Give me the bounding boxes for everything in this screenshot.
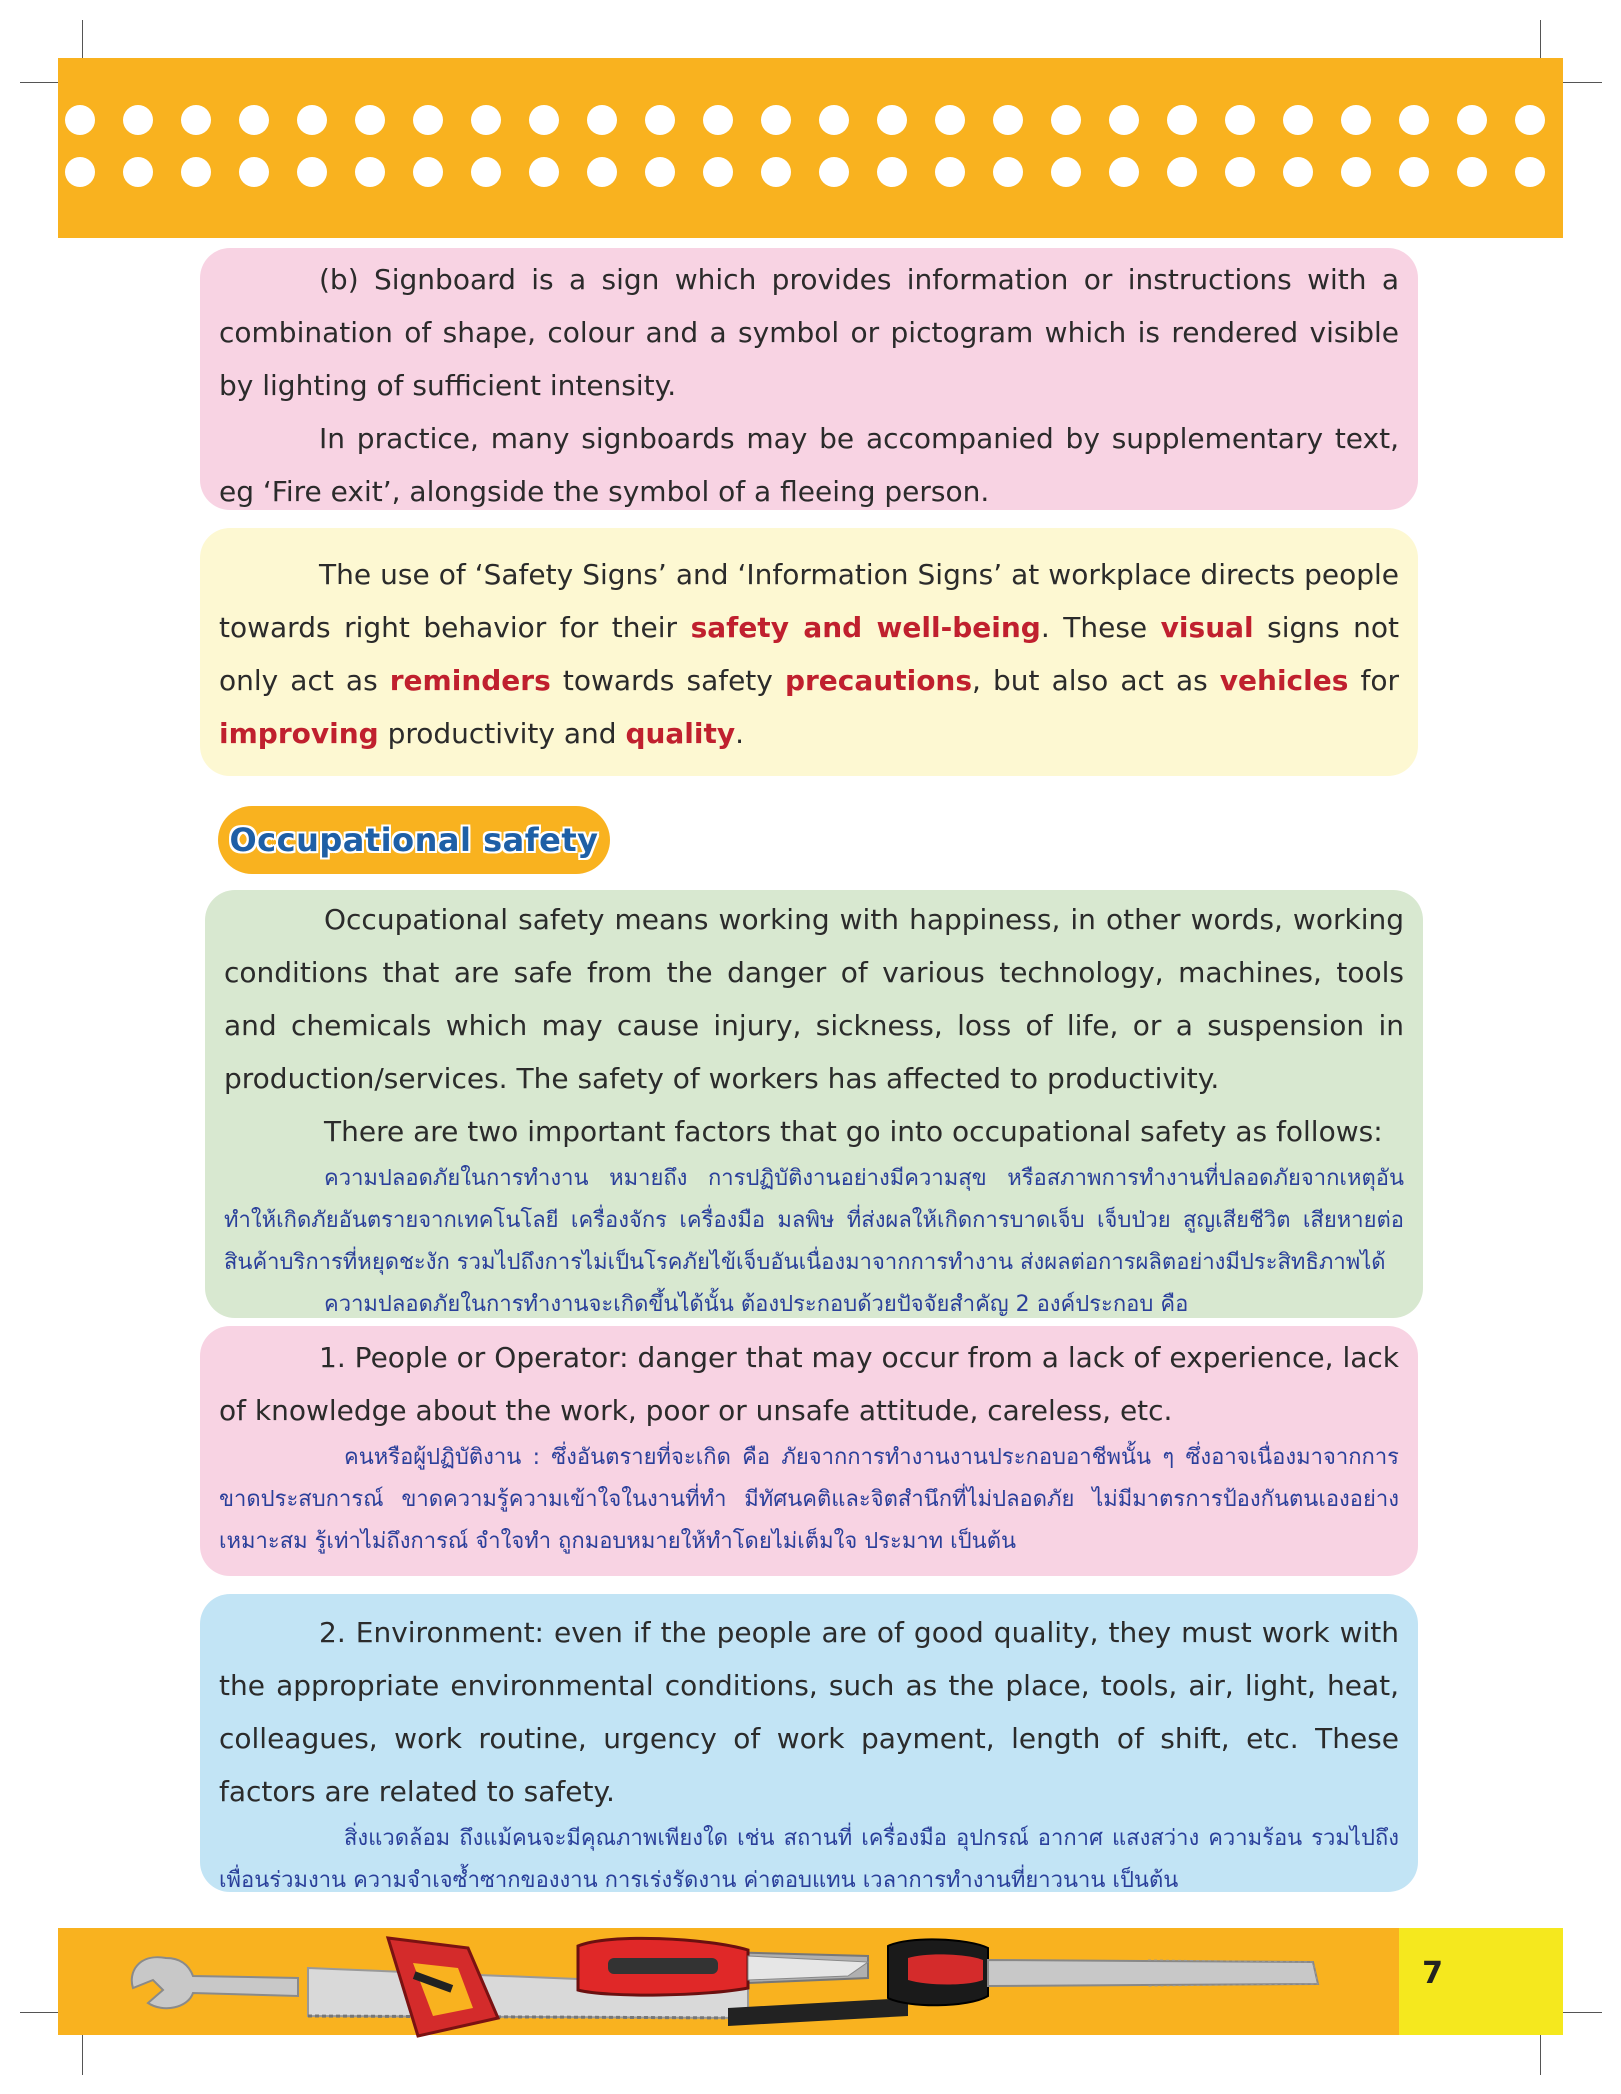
header-dot — [703, 157, 733, 187]
thai-translation: ความปลอดภัยในการทำงาน หมายถึง การปฏิบัติงานอย่างมีความสุข หรือสภาพการทำงานที่ปลอดภัยจากเหตุอันทำให้เกิดภัยอันตรายจากเทคโนโลยี เครื่องจักร เครื่องมือ มลพิษ ที่ส่งผลให้เกิดการบาดเจ็บ เจ็บป่วย สูญเสียชีวิต เสียหายต่อสินค้าบริการที่หยุดชะงัก รวมไปถึงการไม่เป็นโรคภัยไข้เจ็บอันเนื่องมาจากการทำงาน ส่งผลต่อการผลิตอย่างมีประสิทธิภาพได้ — [224, 1166, 1404, 1275]
people-operator-box — [200, 1326, 1418, 1576]
safety-signs-paragraph: The use of ‘Safety Signs’ and ‘Information Signs’ at workplace directs people towards right behavior for their safety and well-being. These visual signs not only act as reminders towards safety precautions, but also act as vehicles for improving productivity and quality. — [219, 558, 1399, 750]
highlight-term: reminders — [389, 664, 551, 697]
header-dot — [1457, 105, 1487, 135]
highlight-term: visual — [1160, 611, 1254, 644]
safety-signs-box — [200, 528, 1418, 776]
tools-illustration — [108, 1918, 1358, 2038]
header-dot — [297, 105, 327, 135]
header-dot — [1399, 157, 1429, 187]
header-dot — [703, 105, 733, 135]
header-dot — [1283, 105, 1313, 135]
header-dot — [181, 105, 211, 135]
highlight-term: quality — [625, 717, 736, 750]
header-dot — [761, 157, 791, 187]
signboard-practice-paragraph: In practice, many signboards may be accompanied by supplementary text, eg ‘Fire exit’, alongside the symbol of a fleeing person. — [219, 422, 1399, 508]
header-dot — [529, 105, 559, 135]
section-title-pill — [218, 806, 610, 874]
header-dot — [587, 105, 617, 135]
header-dot — [1515, 157, 1545, 187]
header-dot — [1341, 105, 1371, 135]
highlight-term: vehicles — [1219, 664, 1349, 697]
header-dot — [1225, 105, 1255, 135]
signboard-paragraph: (b) Signboard is a sign which provides information or instructions with a combination of shape, colour and a symbol or pictogram which is rendered visible by lighting of sufficient intensity. — [219, 263, 1399, 402]
header-dot — [935, 157, 965, 187]
highlight-term: safety and well-being — [690, 611, 1041, 644]
header-dot — [1399, 105, 1429, 135]
header-dot — [761, 105, 791, 135]
thai-translation: สิ่งแวดล้อม ถึงแม้คนจะมีคุณภาพเพียงใด เช่น สถานที่ เครื่องมือ อุปกรณ์ อากาศ แสงสว่าง ความร้อน รวมไปถึงเพื่อนร่วมงาน ความจำเจซ้ำซากของงาน การเร่งรัดงาน ค่าตอบแทน เวลาการทำงานที่ยาวนาน เป็นต้น — [219, 1826, 1399, 1893]
occupational-safety-box — [205, 890, 1423, 1318]
header-dot — [123, 105, 153, 135]
header-dot — [1109, 157, 1139, 187]
header-dot — [1051, 157, 1081, 187]
header-dot — [471, 105, 501, 135]
thai-translation: คนหรือผู้ปฏิบัติงาน : ซึ่งอันตรายที่จะเกิด คือ ภัยจากการทำงานงานประกอบอาชีพนั้น ๆ ซึ่งอาจเนื่องมาจากการขาดประสบการณ์ ขาดความรู้ความเข้าใจในงานที่ทำ มีทัศนคติและจิตสำนึกที่ไม่ปลอดภัย ไม่มีมาตรการป้องกันตนเองอย่างเหมาะสม รู้เท่าไม่ถึงการณ์ จำใจทำ ถูกมอบหมายให้ทำโดยไม่เต็มใจ ประมาท เป็นต้น — [219, 1445, 1399, 1554]
thai-translation: ความปลอดภัยในการทำงานจะเกิดขึ้นได้นั้น ต้องประกอบด้วยปัจจัยสำคัญ 2 องค์ประกอบ คือ — [324, 1292, 1189, 1317]
header-dot — [529, 157, 559, 187]
header-dot — [1167, 157, 1197, 187]
header-dot — [819, 105, 849, 135]
highlight-term: improving — [219, 717, 379, 750]
signboard-definition-box — [200, 248, 1418, 510]
header-dot — [1341, 157, 1371, 187]
page-number: 7 — [1422, 1956, 1443, 1991]
header-dot — [877, 157, 907, 187]
header-dot — [1515, 105, 1545, 135]
header-dot — [413, 105, 443, 135]
header-dot — [1457, 157, 1487, 187]
header-dot — [413, 157, 443, 187]
header-dot — [1225, 157, 1255, 187]
header-dot — [1167, 105, 1197, 135]
header-dot — [65, 157, 95, 187]
header-dot — [993, 105, 1023, 135]
header-dot — [877, 105, 907, 135]
footer-band — [58, 1928, 1563, 2035]
header-dot — [123, 157, 153, 187]
header-dot — [297, 157, 327, 187]
occupational-safety-paragraph: Occupational safety means working with happiness, in other words, working conditions that are safe from the danger of various technology, machines, tools and chemicals which may cause injury, sickness, loss of life, or a suspension in production/services. The safety of workers has affected to productivity. — [224, 903, 1404, 1095]
header-dot — [239, 105, 269, 135]
header-dot — [355, 105, 385, 135]
wrench-icon — [132, 1957, 298, 2008]
header-dot — [1051, 105, 1081, 135]
highlight-term: precautions — [784, 664, 973, 697]
header-dot — [645, 105, 675, 135]
header-dot — [471, 157, 501, 187]
header-dot — [993, 157, 1023, 187]
header-dot — [355, 157, 385, 187]
two-factors-paragraph: There are two important factors that go into occupational safety as follows: — [324, 1115, 1383, 1148]
header-dot — [819, 157, 849, 187]
header-dot — [181, 157, 211, 187]
header-dot — [645, 157, 675, 187]
header-dots — [58, 100, 1563, 190]
header-dot — [65, 105, 95, 135]
header-dot — [1283, 157, 1313, 187]
header-dot — [239, 157, 269, 187]
header-dot — [587, 157, 617, 187]
section-title: Occupational safety — [229, 821, 599, 859]
people-operator-paragraph: 1. People or Operator: danger that may occur from a lack of experience, lack of knowledge about the work, poor or unsafe attitude, careless, etc. — [219, 1341, 1399, 1427]
chisel-icon — [888, 1939, 1318, 2005]
header-dot — [935, 105, 965, 135]
environment-paragraph: 2. Environment: even if the people are of good quality, they must work with the appropriate environmental conditions, such as the place, tools, air, light, heat, colleagues, work routine, urgency of work payment, length of shift, etc. These factors are related to safety. — [219, 1616, 1399, 1808]
header-dot — [1109, 105, 1139, 135]
environment-box — [200, 1594, 1418, 1892]
